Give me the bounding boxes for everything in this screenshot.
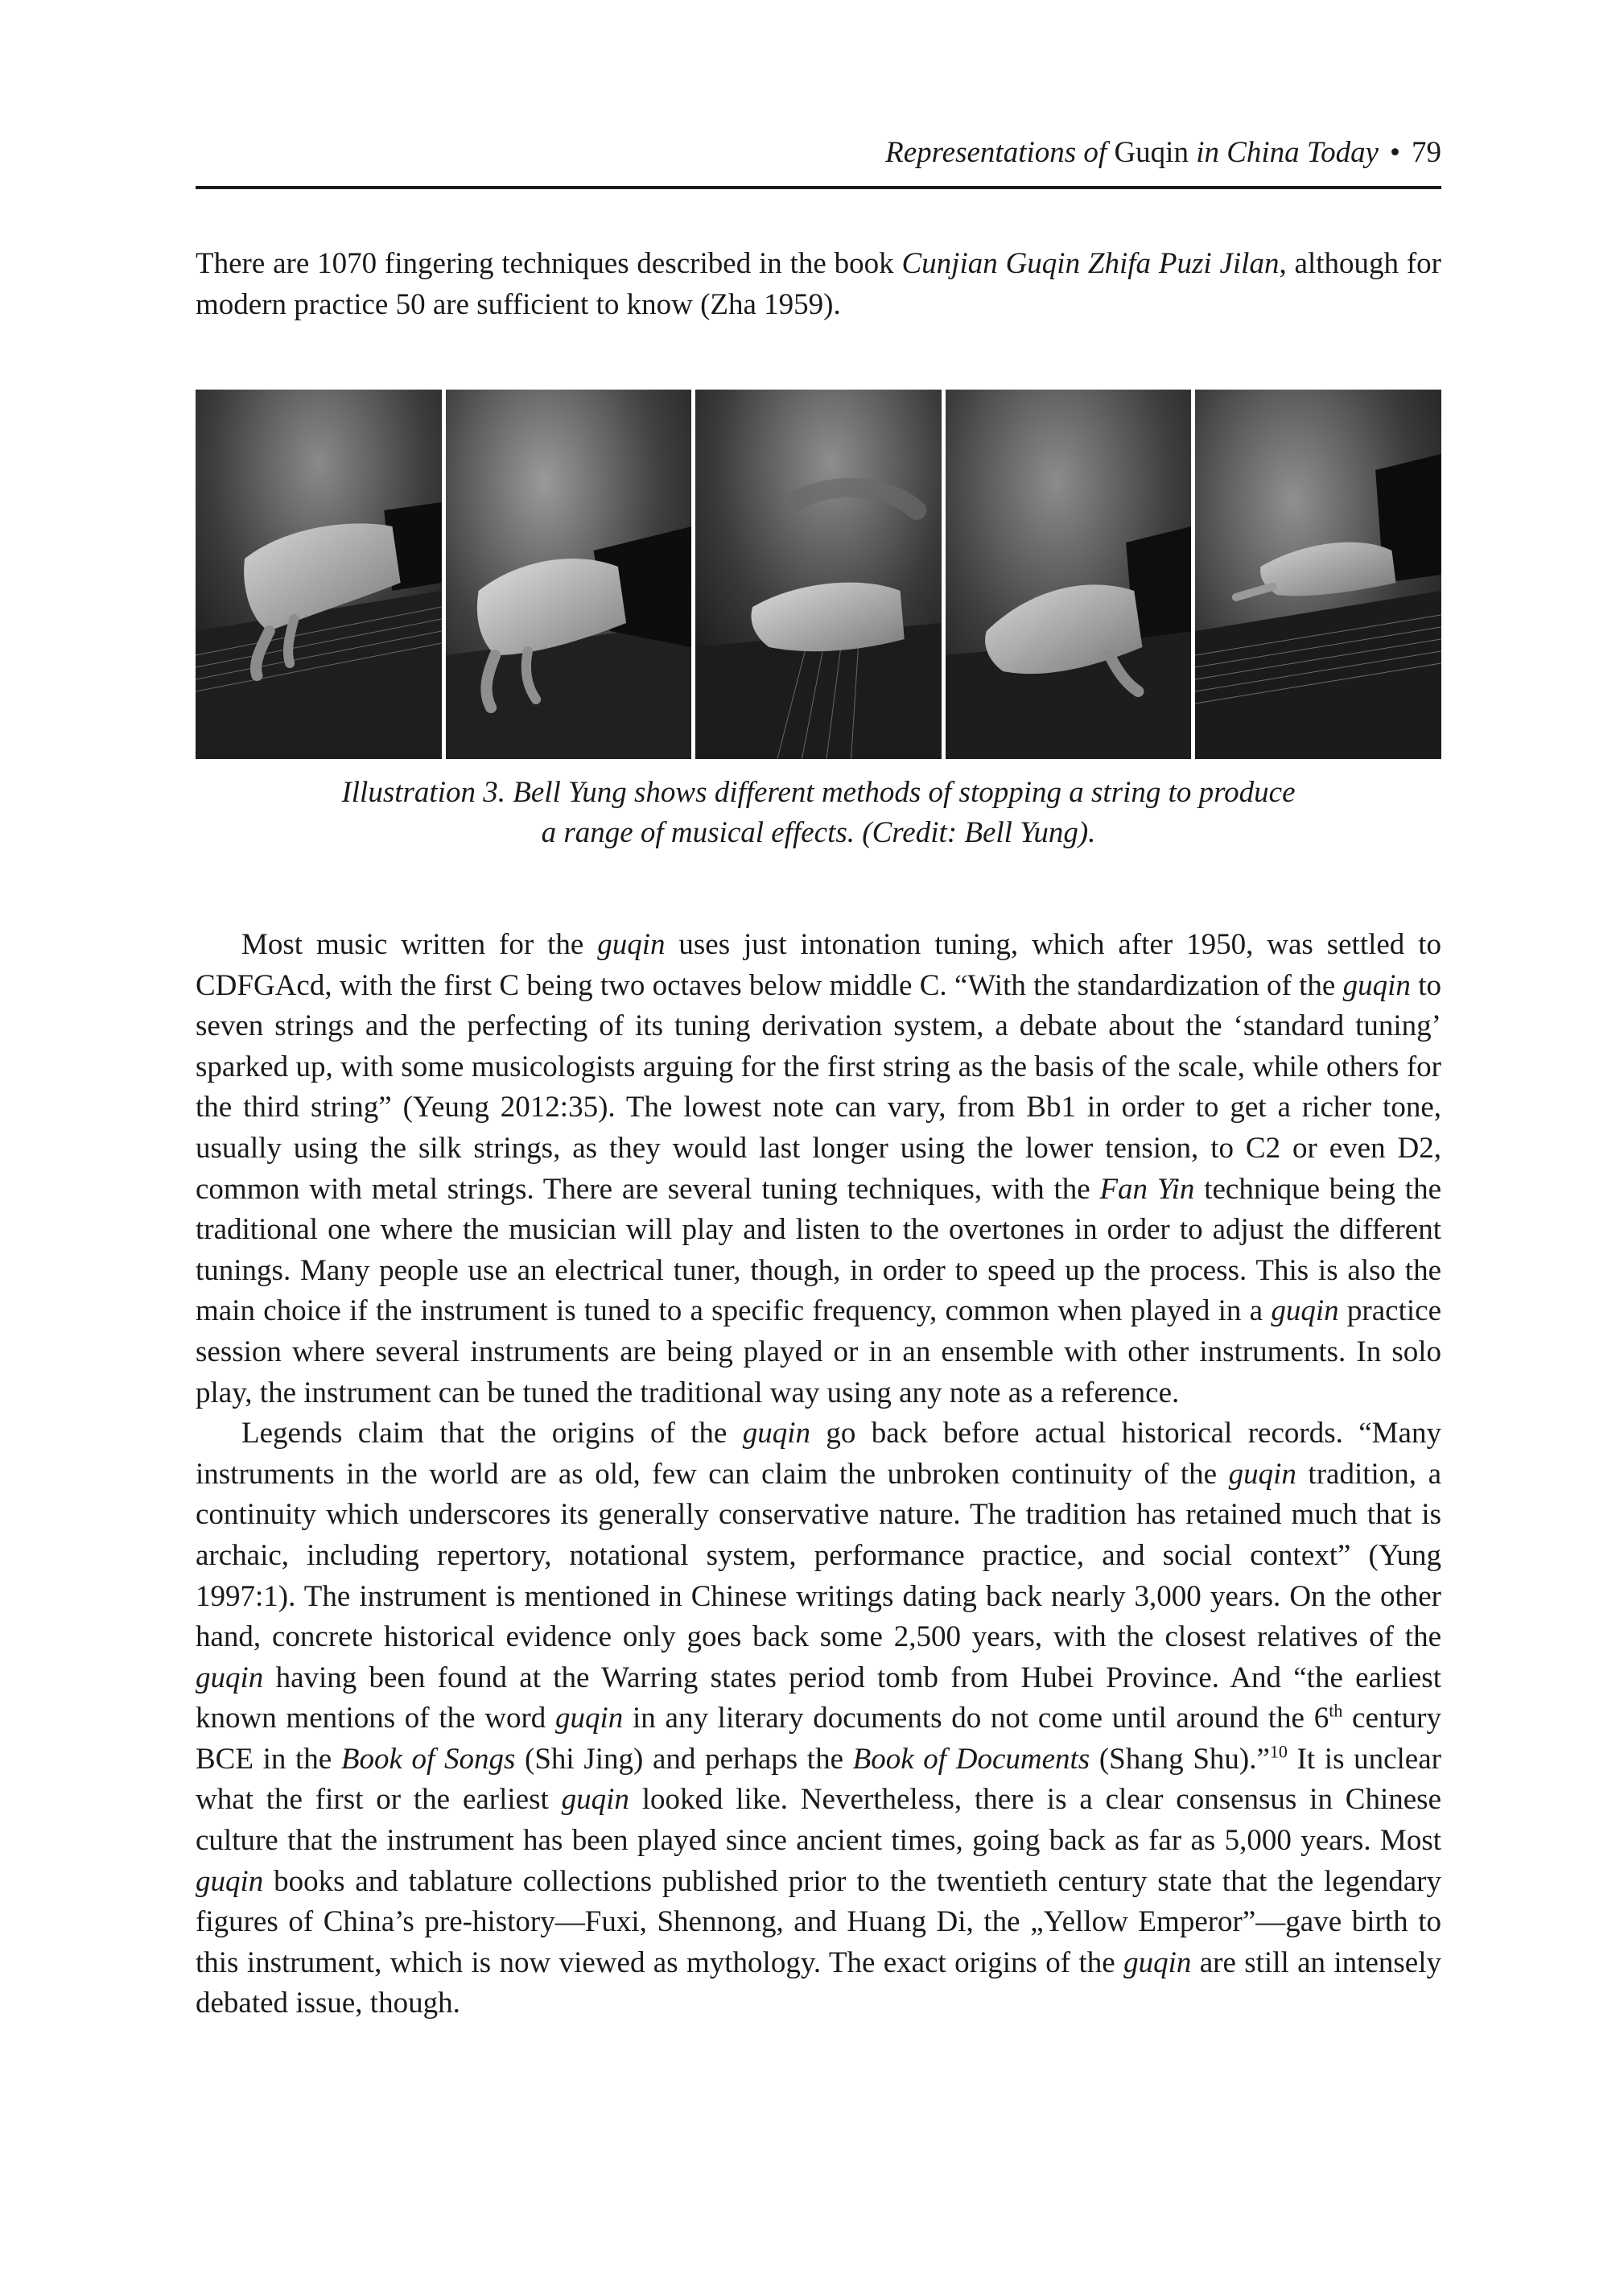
superscript-th: th — [1329, 1700, 1343, 1721]
paragraph-origins: Legends claim that the origins of the guqin go back before actual historical records. “Many instruments in the world are as old, few can claim the unbroken continuity of the guqin tradition, a continuity which underscores its generally conservative nature. The tradition has retained much that is archaic, including repertory, notational system, performance practice, and social context” (Yung 1997:1). The instrument is mentioned in Chinese writings dating back nearly 3,000 years. On the other hand, concrete historical evidence only goes back some 2,500 years, with the closest relatives of the guqin having been found at the Warring states period tomb from Hubei Province. And “the earliest known mentions of the word guqin in any literary documents do not come until around the 6th century BCE in the Book of Songs (Shi Jing) and perhaps the Book of Documents (Shang Shu).”$^{10}$ It is unclear what the first or the earliest guqin looked like. Nevertheless, there is a clear consensus in Chinese culture that the instrument has been played since ancient times, going back as far as 5,000 years. Most guqin books and tablature collections published prior to the twentieth century state that the legendary figures of China’s pre-history—Fuxi, Shennong, and Huang Di, the „Yellow Emperor”—gave birth to this instrument, which is now viewed as mythology. The exact origins of the guqin are still an intensely debated issue, though. — [196, 1417, 1441, 2020]
caption-line-2: a range of musical effects. (Credit: Bell Yung). — [541, 816, 1096, 849]
body-text — [196, 925, 1441, 2024]
figure-caption — [196, 773, 1441, 853]
photo-hand-3 — [695, 390, 942, 759]
running-head-separator: • — [1390, 136, 1400, 169]
header-rule — [196, 186, 1441, 189]
paragraph-tuning: Most music written for the guqin uses just intonation tuning, which after 1950, was settled to CDFGAcd, with the first C being two octaves below middle C. “With the standardization of the guqin to seven strings and the perfecting of its tuning derivation system, a debate about the ‘standard tuning’ sparked up, with some musicologists arguing for the first string as the basis of the scale, while others for the third string” (Yeung 2012:35). The lowest note can vary, from Bb1 in order to get a richer tone, usually using the silk strings, as they would last longer using the lower tension, to C2 or even D2, common with metal strings. There are several tuning techniques, with the Fan Yin technique being the traditional one where the musician will play and listen to the overtones in order to adjust the different tunings. Many people use an electrical tuner, though, in order to speed up the process. This is also the main choice if the instrument is tuned to a specific frequency, common when played in a guqin practice session where several instruments are being played or in an ensemble with other instruments. In solo play, the instrument can be tuned the traditional way using any note as a reference. — [196, 928, 1442, 1409]
photo-hand-1 — [196, 390, 442, 759]
photo-hand-5 — [1195, 390, 1441, 759]
running-head — [196, 135, 1441, 171]
photo-hand-2 — [446, 390, 692, 759]
footnote-ref-10: 10 — [1269, 1741, 1288, 1762]
illustration-3-photo-strip — [196, 390, 1441, 759]
page-number: 79 — [1412, 136, 1441, 169]
running-head-title-post: in China Today — [1188, 136, 1379, 169]
intro-text: There are 1070 fingering techniques described in the book — [196, 247, 902, 280]
intro-text: , although for modern practice 50 are sufficient to know (Zha 1959). — [196, 247, 1442, 321]
running-head-title-pre: Representations of — [885, 136, 1115, 169]
intro-paragraph — [196, 244, 1441, 325]
running-head-title-word: Guqin — [1114, 136, 1189, 169]
caption-line-1: Illustration 3. Bell Yung shows different methods of stopping a string to produce — [341, 776, 1296, 809]
book-title: Cunjian Guqin Zhifa Puzi Jilan — [901, 247, 1280, 280]
photo-hand-4 — [946, 390, 1192, 759]
